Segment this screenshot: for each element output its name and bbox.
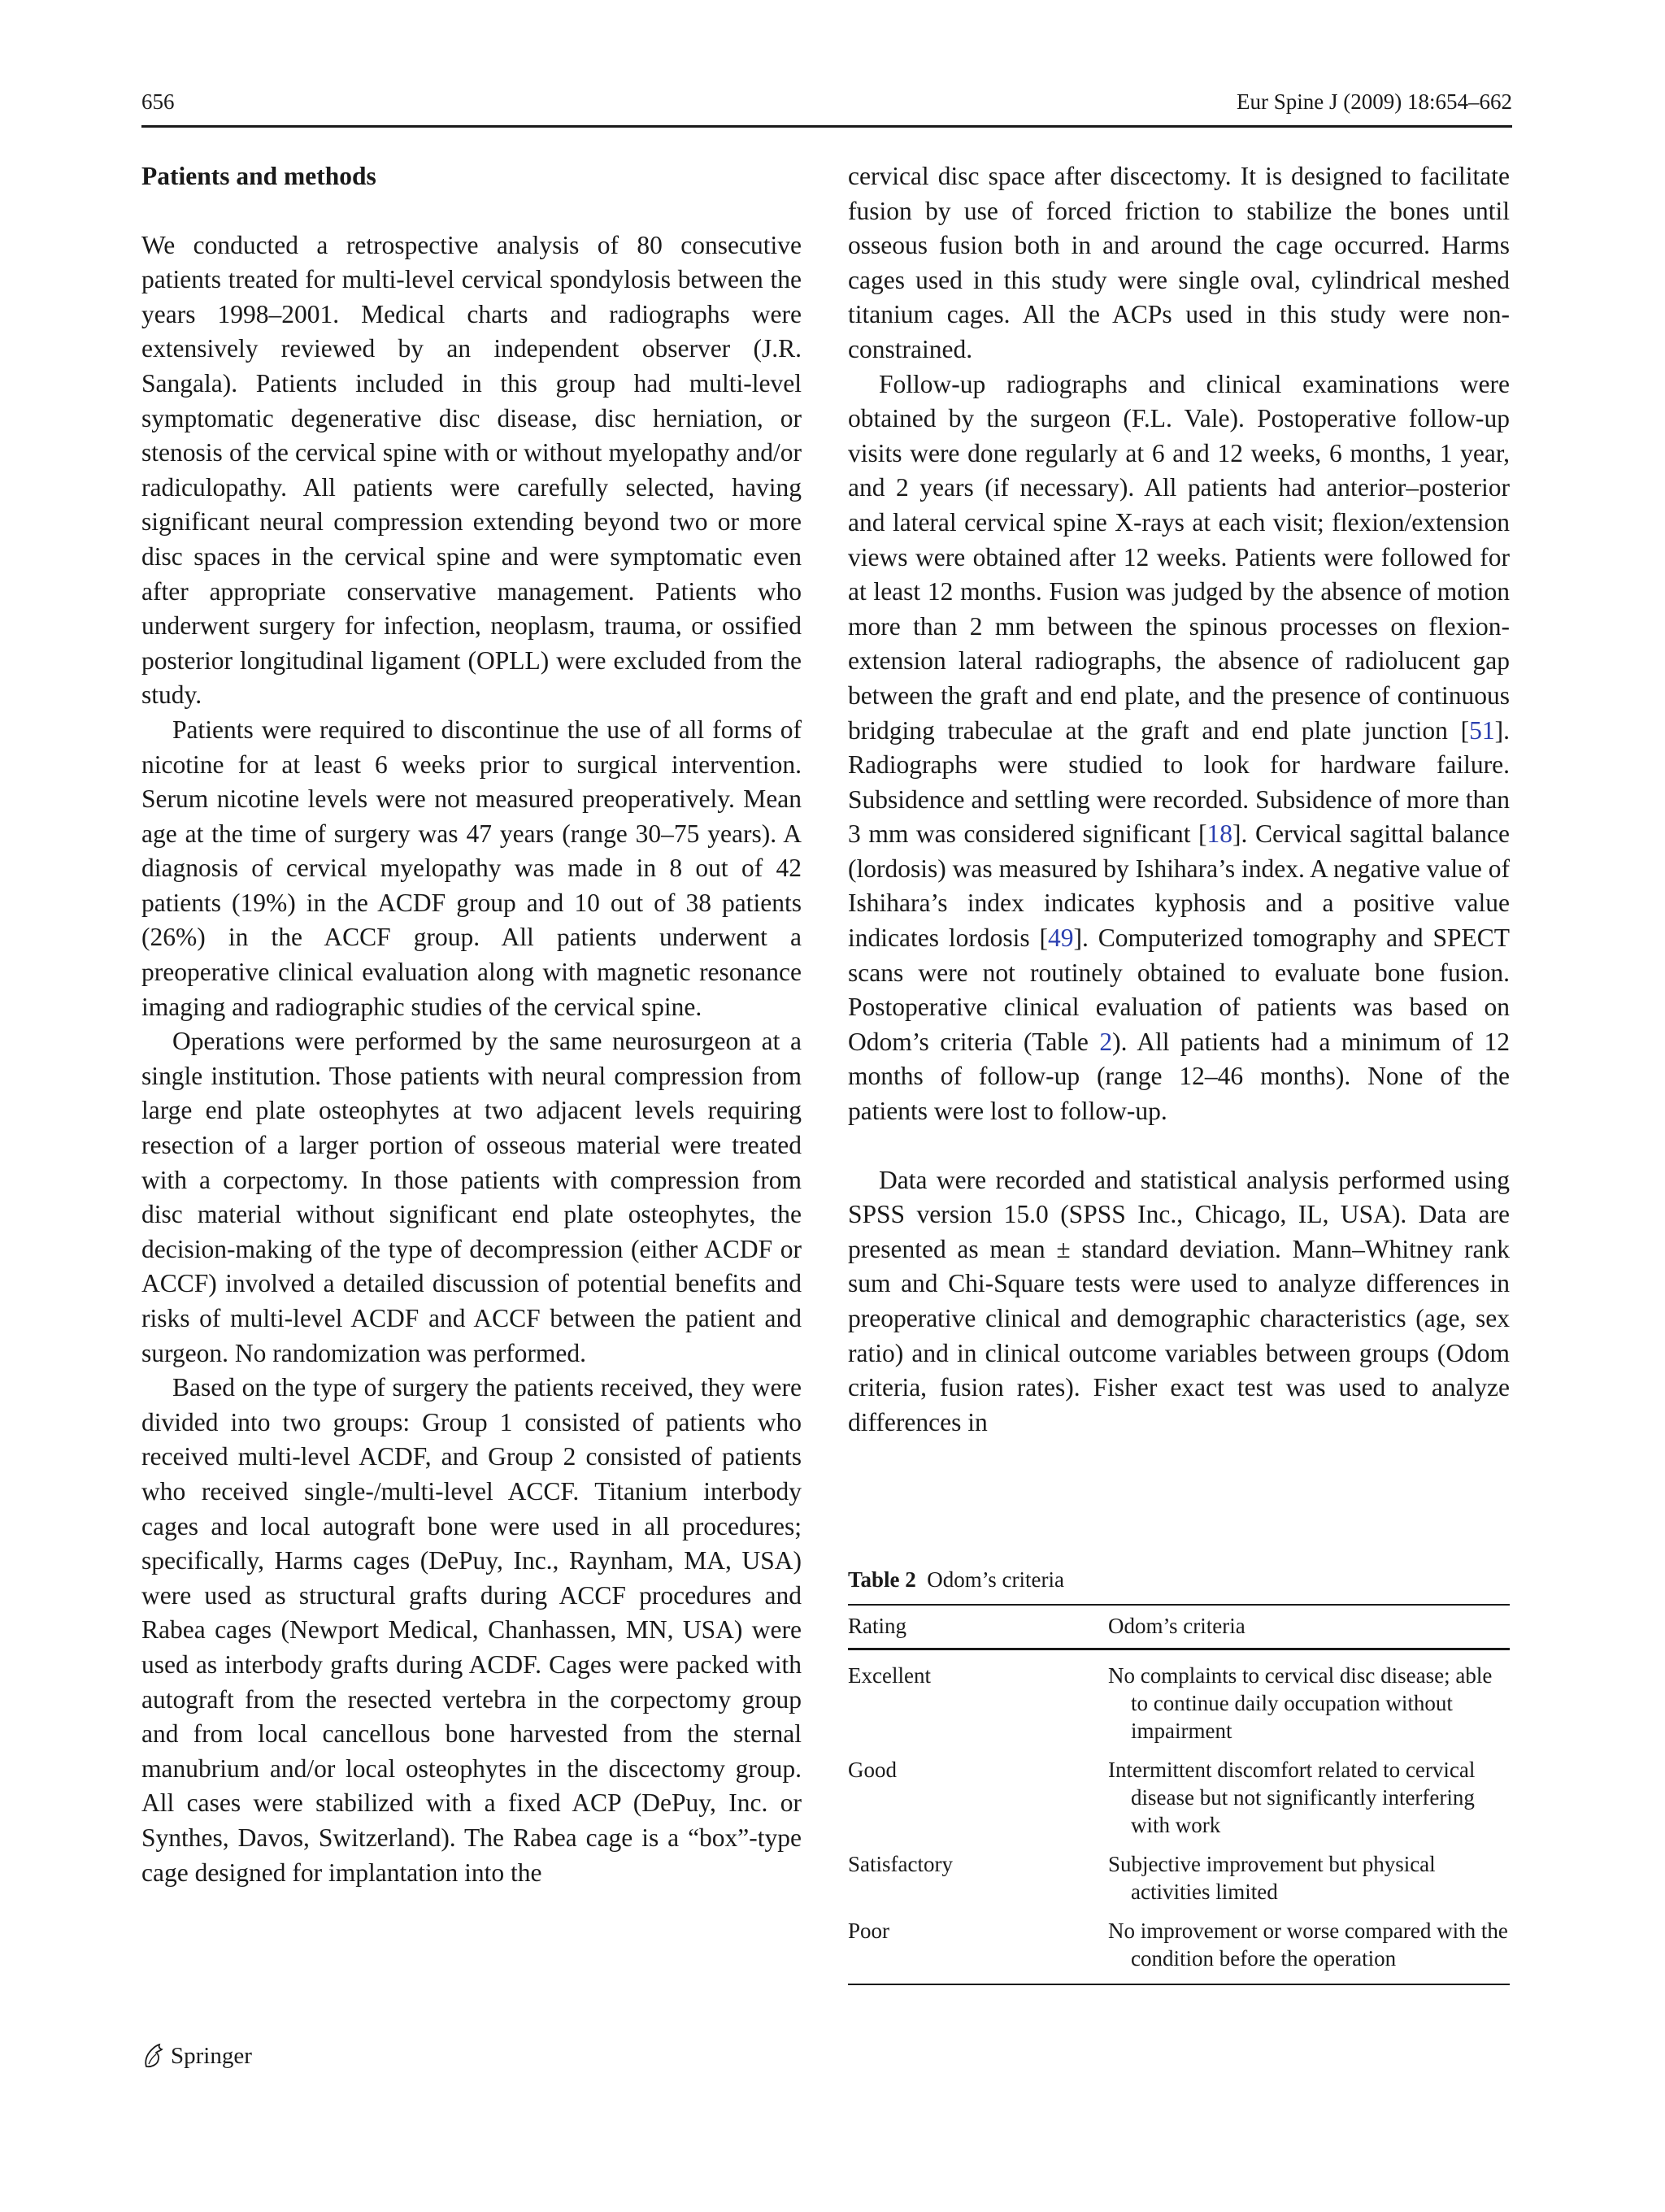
header-rule xyxy=(141,125,1512,128)
table-row xyxy=(848,1906,1510,1984)
springer-horse-icon xyxy=(141,2042,166,2070)
journal-reference: Eur Spine J (2009) 18:654–662 xyxy=(1237,89,1512,114)
table-body xyxy=(848,1650,1510,1984)
criteria-cell: No improvement or worse compared with the condition before the operation xyxy=(1108,1919,1508,1971)
criteria-cell: Subjective improvement but physical activities limited xyxy=(1108,1852,1436,1904)
column-header-criteria: Odom’s criteria xyxy=(1108,1614,1245,1638)
citation-link-18[interactable]: 18 xyxy=(1206,819,1233,849)
text-run: Follow-up radiographs and clinical examinations were obtained by the surgeon (F.L. Vale). Postoperative follow-up visits were done regularly at 6 and 12 weeks, 6 months, 1 year, and 2 years (if necessary). All patients had anterior–posterior and lateral cervical spine X-rays at each visit; flexion/extension views were obtained after 12 weeks. Patients were followed for at least 12 months. Fusion was judged by the absence of motion more than 2 mm between the spinous processes on flexion-extension lateral radiographs, the absence of radiolucent gap between the graft and end plate, and the presence of continuous bridging trabeculae at the graft and end plate junction [ xyxy=(848,369,1510,745)
rating-cell: Excellent xyxy=(848,1663,931,1688)
text-run: ]. Computerized tomography and SPECT scans were not routinely obtained to evaluate bone fusion. Postoperative clinical evaluation of patients was based on Odom’s criteria (Table xyxy=(848,923,1510,1056)
page-header xyxy=(141,89,1512,119)
text-run: ]. Cervical sagittal balance (lordosis) was measured by Ishihara’s index. A negative value of Ishihara’s index indicates kyphosis and a positive value indicates lordosis [ xyxy=(848,819,1510,953)
table-link-2[interactable]: 2 xyxy=(1099,1027,1113,1056)
table-bottom-rule xyxy=(848,1984,1510,1985)
citation-link-51[interactable]: 51 xyxy=(1469,715,1495,745)
column-header-rating: Rating xyxy=(848,1614,906,1638)
rating-cell: Good xyxy=(848,1758,897,1782)
table-caption xyxy=(848,1565,1510,1594)
citation-link-49[interactable]: 49 xyxy=(1047,923,1074,953)
paragraph: We conducted a retrospective analysis of 80 consecutive patients treated for multi-level cervical spondylosis between the years 1998–2001. Medical charts and radiographs were extensively reviewed by an independent observer (J.R. Sangala). Patients included in this group had multi-level symptomatic degenerative disc disease, disc herniation, or stenosis of the cervical spine with or without myelopathy and/or radiculopathy. All patients were carefully selected, having significant neural compression extending beyond two or more disc spaces in the cervical spine and were symptomatic even after appropriate conservative management. Patients who underwent surgery for infection, neoplasm, trauma, or ossified posterior longitudinal ligament (OPLL) were excluded from the study. xyxy=(141,230,802,710)
paragraph: cervical disc space after discectomy. It is designed to facilitate fusion by use of forced friction to stabilize the bones until osseous fusion both in and around the cage occurred. Harms cages used in this study were single oval, cylindrical meshed titanium cages. All the ACPs used in this study were non-constrained. xyxy=(848,162,1510,363)
criteria-cell: No complaints to cervical disc disease; able to continue daily occupation without impairment xyxy=(1108,1663,1493,1743)
paragraph: Operations were performed by the same neurosurgeon at a single institution. Those patients with neural compression from large end plate osteophytes at two adjacent levels requiring resection of a larger portion of osseous material were treated with a corpectomy. In those patients with compression from disc material without significant end plate osteophytes, the decision-making of the type of decompression (either ACDF or ACCF) involved a detailed discussion of potential benefits and risks of multi-level ACDF and ACCF between the patient and surgeon. No randomization was performed. xyxy=(141,1027,802,1367)
right-column xyxy=(848,159,1510,1440)
table-row xyxy=(848,1745,1510,1839)
paragraph: Patients were required to discontinue the use of all forms of nicotine for at least 6 weeks prior to surgical intervention. Serum nicotine levels were not measured preoperatively. Mean age at the time of surgery was 47 years (range 30–75 years). A diagnosis of cervical myelopathy was made in 8 out of 42 patients (19%) in the ACDF group and 10 out of 38 patients (26%) in the ACCF group. All patients underwent a preoperative clinical evaluation along with magnetic resonance imaging and radiographic studies of the cervical spine. xyxy=(141,715,802,1021)
table-label: Table 2 xyxy=(848,1567,916,1592)
table-row xyxy=(848,1650,1510,1745)
text-run: ). All patients had a minimum of 12 months of follow-up (range 12–46 months). None of the patients were lost to follow-up. xyxy=(848,1027,1510,1126)
rating-cell: Poor xyxy=(848,1919,890,1943)
section-heading: Patients and methods xyxy=(141,162,376,190)
paragraph: Data were recorded and statistical analysis performed using SPSS version 15.0 (SPSS Inc., Chicago, IL, USA). Data are presented as mean ± standard deviation. Mann–Whitney rank sum and Chi-Square tests were used to analyze differences in preoperative clinical and demographic characteristics (age, sex ratio) and in clinical outcome variables between groups (Odom criteria, fusion rates). Fisher exact test was used to analyze differences in xyxy=(848,1165,1510,1436)
page-number: 656 xyxy=(141,89,175,114)
table-header-row xyxy=(848,1606,1510,1648)
paragraph xyxy=(848,367,1510,1129)
criteria-cell: Intermittent discomfort related to cervical disease but not significantly interfering with work xyxy=(1108,1758,1476,1837)
table-title: Odom’s criteria xyxy=(927,1567,1064,1592)
table-row xyxy=(848,1839,1510,1906)
table-2 xyxy=(848,1565,1510,1985)
left-column xyxy=(141,159,802,1890)
paragraph: Based on the type of surgery the patients received, they were divided into two groups: Group 1 consisted of patients who received multi-level ACDF, and Group 2 consisted of patients who received single-/multi-level ACCF. Titanium interbody cages and local autograft bone were used in all procedures; specifically, Harms cages (DePuy, Inc., Raynham, MA, USA) were used as structural grafts during ACCF procedures and Rabea cages (Newport Medical, Chanhassen, MN, USA) were used as interbody grafts during ACDF. Cages were packed with autograft from the resected vertebra in the corpectomy group and from local cancellous bone harvested from the sternal manubrium and/or local osteophytes in the discectomy group. All cases were stabilized with a fixed ACP (DePuy, Inc. or Synthes, Davos, Switzerland). The Rabea cage is a “box”-type cage designed for implantation into the xyxy=(141,1373,802,1887)
page-footer xyxy=(141,2040,252,2072)
publisher-name: Springer xyxy=(171,2042,252,2069)
text-run: ]. Radiographs were studied to look for hardware failure. Subsidence and settling were recorded. Subsidence of more than 3 mm was considered significant [ xyxy=(848,715,1510,849)
rating-cell: Satisfactory xyxy=(848,1852,953,1876)
